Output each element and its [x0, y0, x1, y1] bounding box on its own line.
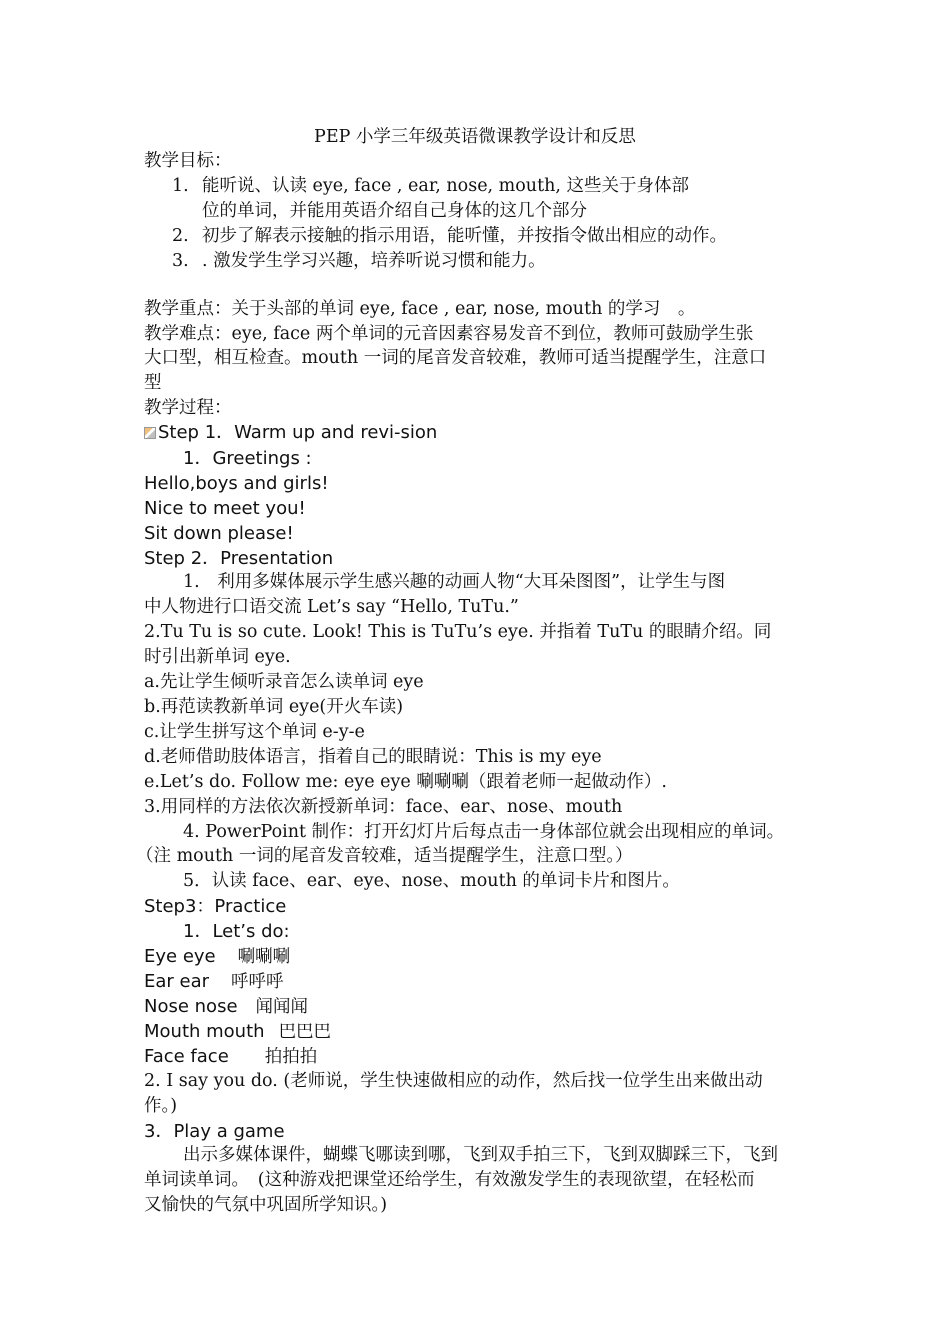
chant-line-eye: [144, 944, 290, 970]
step-1-text: Step 1．Warm up and revi-sion: [158, 422, 438, 443]
step-3-heading: Step3：Practice: [144, 896, 287, 917]
presentation-e: e.Let’s do. Follow me: eye eye 唰唰唰（跟着老师一起做动作）.: [144, 772, 667, 792]
chant-word: Face face: [144, 1046, 229, 1067]
chant-word: Nose nose: [144, 996, 238, 1017]
goal-1: [172, 174, 689, 199]
game-line-2: 单词读单词。 (这种游戏把课堂还给学生，有效激发学生的表现欲望，在轻松而: [144, 1170, 755, 1190]
goal-2-number: 2.: [172, 226, 189, 246]
step-1-heading: [144, 420, 437, 445]
chant-line-mouth: [144, 1019, 331, 1045]
difficulty-line-3: 型: [144, 373, 162, 393]
lets-do: 1．Let’s do:: [183, 921, 290, 942]
chant-sound: 拍拍拍: [264, 1047, 318, 1067]
goal-3-number: 3.: [172, 251, 189, 271]
presentation-5: 5．认读 face、ear、eye、nose、mouth 的单词卡片和图片。: [183, 871, 680, 891]
presentation-d: d.老师借助肢体语言，指着自己的眼睛说：This is my eye: [144, 747, 602, 767]
presentation-4-line-2: （注 mouth 一词的尾音发音较难，适当提醒学生，注意口型。）: [136, 846, 633, 866]
goal-1-continued: 位的单词，并能用英语介绍自己身体的这几个部分: [202, 201, 587, 221]
chant-sound: 巴巴巴: [278, 1022, 332, 1042]
presentation-2-line-1: 2.Tu Tu is so cute. Look! This is TuTu’s eye. 并指着 TuTu 的眼睛介绍。同: [144, 622, 772, 642]
play-a-game-heading: 3．Play a game: [144, 1121, 285, 1142]
chant-word: Ear ear: [144, 971, 210, 992]
chant-word: Mouth mouth: [144, 1021, 265, 1042]
greetings: 1．Greetings :: [183, 448, 312, 469]
step-2-heading: Step 2．Presentation: [144, 548, 334, 569]
presentation-3: 3.用同样的方法依次新授新单词：face、ear、nose、mouth: [144, 797, 623, 817]
presentation-c: c.让学生拼写这个单词 e-y-e: [144, 722, 365, 742]
game-line-1: 出示多媒体课件，蝴蝶飞哪读到哪，飞到双手拍三下，飞到双脚踩三下，飞到: [183, 1145, 778, 1165]
goals-heading: 教学目标：: [144, 151, 232, 171]
presentation-1-line-2: 中人物进行口语交流 Let’s say “Hello, TuTu.”: [144, 597, 519, 617]
difficulty-line-1: 教学难点：eye, face 两个单词的元音因素容易发音不到位，教师可鼓励学生张: [144, 324, 754, 344]
i-say-you-do-line-1: 2. I say you do. (老师说，学生快速做相应的动作，然后找一位学生出来做出动: [144, 1071, 763, 1091]
chant-line-ear: [144, 969, 284, 995]
chant-word: Eye eye: [144, 946, 216, 967]
goal-1-text: 能听说、认读 eye, face , ear, nose, mouth, 这些关于身体部: [202, 176, 689, 196]
chant-line-face: [144, 1044, 317, 1070]
goal-2: [172, 224, 727, 249]
process-heading: 教学过程：: [144, 398, 232, 418]
chant-sound: 闻闻闻: [255, 997, 309, 1017]
document-title: PEP 小学三年级英语微课教学设计和反思: [314, 127, 636, 147]
game-line-3: 又愉快的气氛中巩固所学知识。): [144, 1195, 388, 1215]
i-say-you-do-line-2: 作。): [144, 1096, 178, 1116]
goal-3-text: . 激发学生学习兴趣，培养听说习惯和能力。: [202, 251, 546, 271]
goal-3: [172, 249, 546, 274]
presentation-4-line-1: 4. PowerPoint 制作：打开幻灯片后每点击一身体部位就会出现相应的单词。: [183, 822, 785, 842]
nice-line: Nice to meet you!: [144, 498, 306, 519]
sit-line: Sit down please!: [144, 523, 294, 544]
embedded-object-icon: [144, 427, 156, 439]
hello-line: Hello,boys and girls!: [144, 473, 329, 494]
chant-sound: 呼呼呼: [231, 972, 284, 992]
goal-1-number: 1.: [172, 176, 189, 196]
presentation-1-line-1: 1. 利用多媒体展示学生感兴趣的动画人物“大耳朵图图”，让学生与图: [183, 572, 726, 592]
presentation-b: b.再范读教新单词 eye(开火车读): [144, 697, 404, 717]
difficulty-line-2: 大口型，相互检查。mouth 一词的尾音发音较难，教师可适当提醒学生，注意口: [144, 348, 767, 368]
goal-2-text: 初步了解表示接触的指示用语，能听懂，并按指令做出相应的动作。: [202, 226, 727, 246]
chant-line-nose: [144, 994, 308, 1020]
presentation-a: a.先让学生倾听录音怎么读单词 eye: [144, 672, 424, 692]
chant-sound: 唰唰唰: [237, 947, 291, 967]
presentation-2-line-2: 时引出新单词 eye.: [144, 647, 291, 667]
key-point: 教学重点：关于头部的单词 eye, face , ear, nose, mouth 的学习 。: [144, 299, 696, 319]
